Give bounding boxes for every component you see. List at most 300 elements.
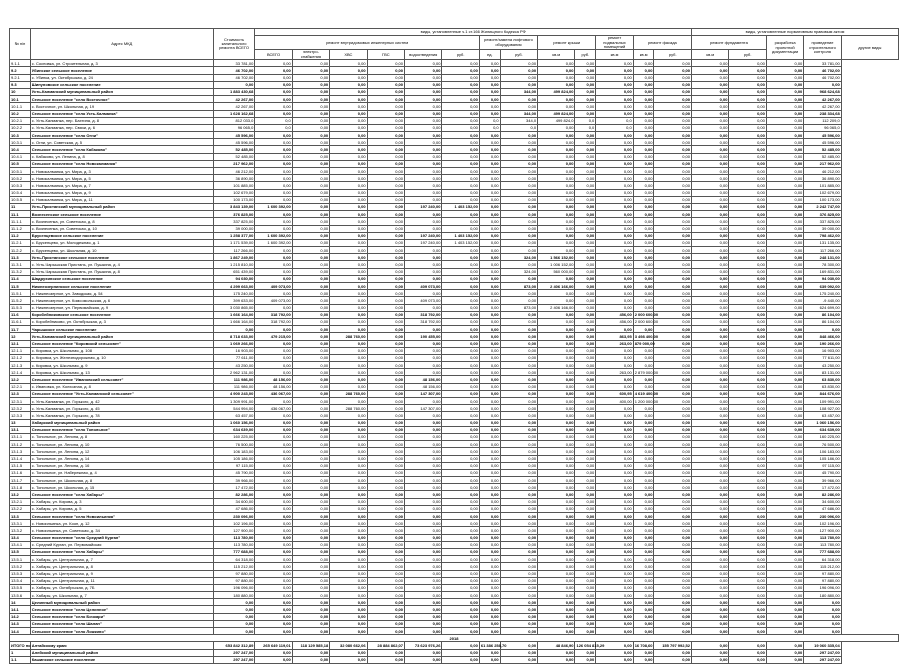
row-value: 0,00 bbox=[538, 433, 575, 440]
row-value: 0,00 bbox=[479, 182, 500, 189]
row-value: 848 466,00 bbox=[804, 333, 841, 340]
row-value: 0,00 bbox=[596, 383, 633, 390]
row-value: 0,00 bbox=[633, 326, 654, 333]
row-value: 0,00 bbox=[596, 563, 633, 570]
row-index: 9.3 bbox=[10, 81, 31, 88]
row-value: 0,00 bbox=[804, 326, 841, 333]
row-value: 1 060 156,00 bbox=[804, 419, 841, 426]
row-value: 0,00 bbox=[442, 60, 479, 67]
row-value: 0,00 bbox=[596, 218, 633, 225]
row-cost: 2 962 131,00 bbox=[213, 369, 255, 376]
row-value: 0,00 bbox=[766, 354, 803, 361]
row-value: 0,00 bbox=[479, 347, 500, 354]
row-value: 0,00 bbox=[633, 412, 654, 419]
row-value: 265 649 119,01 bbox=[255, 642, 292, 649]
row-value: 63 457,00 bbox=[804, 412, 841, 419]
row-value: 0,00 bbox=[405, 534, 442, 541]
row-value: 0,00 bbox=[292, 74, 329, 81]
row-value: 0,00 bbox=[330, 541, 367, 548]
row-value: 0,00 bbox=[729, 462, 766, 469]
row-value: 0,00 bbox=[633, 117, 654, 124]
row-value: 297 247,00 bbox=[804, 656, 841, 663]
row-value: 0,00 bbox=[442, 620, 479, 627]
row-address: Шадрухинское сельское поселение bbox=[30, 275, 213, 282]
row-value: 0,00 bbox=[654, 469, 692, 476]
row-value: 0,00 bbox=[596, 376, 633, 383]
row-value: 0,00 bbox=[766, 527, 803, 534]
row-value: 0,00 bbox=[367, 211, 404, 218]
row-value: 0,00 bbox=[292, 196, 329, 203]
row-value: 0,00 bbox=[596, 362, 633, 369]
row-index: 1 bbox=[10, 649, 31, 656]
row-value: 0,00 bbox=[766, 88, 803, 95]
row-cost: 43 250,00 bbox=[213, 362, 255, 369]
row-value: 0,00 bbox=[442, 649, 479, 656]
row-value: 0,00 bbox=[442, 419, 479, 426]
row-cost: 3 843 139,00 bbox=[213, 203, 255, 210]
row-value: 0,00 bbox=[538, 196, 575, 203]
row-value: 0,00 bbox=[292, 117, 329, 124]
row-value: 0,00 bbox=[575, 239, 596, 246]
row-value: 0,00 bbox=[367, 74, 404, 81]
row-value: 0,00 bbox=[442, 469, 479, 476]
row-value: 0,00 bbox=[654, 455, 692, 462]
row-value: 0,00 bbox=[729, 556, 766, 563]
row-index: 10.4.1 bbox=[10, 153, 31, 160]
row-value: 1 006 152,00 bbox=[538, 261, 575, 268]
row-value: 0,00 bbox=[633, 110, 654, 117]
row-value: 879 000,00 bbox=[634, 341, 655, 347]
row-value: 0,00 bbox=[500, 383, 537, 390]
row-value: 0,00 bbox=[729, 124, 766, 131]
row-value: 0,00 bbox=[367, 563, 404, 570]
row-value: 0,00 bbox=[729, 620, 766, 627]
row-value: 0,00 bbox=[500, 498, 537, 505]
row-value: 0,00 bbox=[255, 103, 292, 110]
row-value: 126 054 815,29 bbox=[576, 642, 605, 648]
row-value: 288 760,00 bbox=[330, 333, 367, 340]
row-index: 13.1.3 bbox=[10, 448, 31, 455]
table-row bbox=[10, 433, 899, 440]
row-value: 97 115,00 bbox=[804, 462, 841, 469]
row-value: 0,00 bbox=[538, 599, 575, 606]
row-value: 0,00 bbox=[654, 513, 692, 520]
row-value: 0,00 bbox=[575, 498, 596, 505]
row-value: 0,00 bbox=[596, 592, 633, 599]
row-value: 0,00 bbox=[729, 599, 766, 606]
row-cost: 1 069 266,00 bbox=[213, 340, 255, 347]
row-value: 0,00 bbox=[654, 477, 692, 484]
row-value: 0,00 bbox=[766, 426, 803, 433]
row-address: Сельское поселение "село Хабары" bbox=[30, 548, 213, 555]
row-value: 0,00 bbox=[633, 462, 654, 469]
row-value: 0,00 bbox=[692, 556, 729, 563]
row-value: 0,00 bbox=[255, 498, 292, 505]
row-value: 344,00 bbox=[500, 88, 537, 95]
row-value: 0,00 bbox=[729, 369, 766, 376]
row-value: 0,00 bbox=[654, 433, 692, 440]
row-value: 0,00 bbox=[575, 606, 596, 613]
row-value: 0,00 bbox=[692, 110, 729, 117]
row-value: 0,00 bbox=[729, 541, 766, 548]
row-value: 0,00 bbox=[367, 426, 404, 433]
row-value: 39 000,00 bbox=[804, 225, 841, 232]
row-value: 0,00 bbox=[633, 577, 654, 584]
row-cost: 8 718 633,00 bbox=[213, 333, 255, 340]
table-row bbox=[10, 534, 899, 541]
row-value: 0,00 bbox=[575, 362, 596, 369]
row-value: 0,00 bbox=[766, 239, 803, 246]
row-value: 0,00 bbox=[766, 405, 803, 412]
row-value: 2 406 166,00 bbox=[538, 304, 575, 311]
row-value: 0,00 bbox=[633, 613, 654, 620]
row-value: 1 566 152,00 bbox=[538, 254, 575, 261]
table-row bbox=[10, 311, 899, 318]
row-value: 0,00 bbox=[442, 563, 479, 570]
row-value: 0,00 bbox=[766, 203, 803, 210]
row-value: 0,00 bbox=[766, 60, 803, 67]
row-value: 344,00 bbox=[500, 110, 537, 117]
row-value: 0,00 bbox=[292, 110, 329, 117]
row-address: с. Хабары, ул. Центральная, д. 8 bbox=[30, 563, 213, 570]
table-row bbox=[10, 103, 899, 110]
row-value: 86 104,00 bbox=[804, 311, 841, 318]
row-value: 0,00 bbox=[575, 448, 596, 455]
row-value: 0,00 bbox=[654, 484, 692, 491]
row-value: 0,00 bbox=[538, 290, 575, 297]
row-value: 94 030,00 bbox=[804, 275, 841, 282]
row-value: 0,00 bbox=[633, 196, 654, 203]
row-value: 45 596,00 bbox=[804, 139, 841, 146]
row-value: 0,00 bbox=[766, 124, 803, 131]
row-value: 0,00 bbox=[654, 74, 692, 81]
row-value: 0,00 bbox=[575, 649, 596, 656]
row-value: 0,00 bbox=[292, 211, 329, 218]
row-value: 0,00 bbox=[692, 592, 729, 599]
row-value: 0,00 bbox=[292, 412, 329, 419]
row-value: 0,00 bbox=[633, 211, 654, 218]
row-value: 0,00 bbox=[538, 548, 575, 555]
row-value: 0,00 bbox=[729, 570, 766, 577]
row-value: 0,00 bbox=[330, 448, 367, 455]
row-value: 52 485,00 bbox=[804, 146, 841, 153]
row-value: 0,00 bbox=[330, 656, 367, 663]
row-value: 0,00 bbox=[633, 139, 654, 146]
row-value: 0,00 bbox=[442, 433, 479, 440]
row-value: 0,00 bbox=[692, 649, 729, 656]
row-index: 9.2 bbox=[10, 67, 31, 74]
row-value: 0,00 bbox=[405, 218, 442, 225]
row-index: 12.1.2 bbox=[10, 354, 31, 361]
row-value: 0,00 bbox=[766, 254, 803, 261]
row-value: 0,00 bbox=[654, 88, 692, 95]
row-value: 0,00 bbox=[442, 189, 479, 196]
row-cost: 113 780,00 bbox=[213, 541, 255, 548]
row-cost: 46 212,00 bbox=[213, 168, 255, 175]
row-index: 13.5 bbox=[10, 548, 31, 555]
row-value: 0,00 bbox=[766, 599, 803, 606]
row-value: 0,00 bbox=[442, 570, 479, 577]
row-value: 101 885,00 bbox=[804, 182, 841, 189]
row-value: 0,00 bbox=[538, 426, 575, 433]
table-row bbox=[10, 211, 899, 218]
table-row bbox=[10, 570, 899, 577]
row-index: 13.2 bbox=[10, 491, 31, 498]
header-control: проведение строительного контроля bbox=[804, 36, 841, 60]
row-value: 0,00 bbox=[500, 642, 537, 649]
header-units-10: руб. bbox=[575, 50, 596, 60]
row-value: 0,00 bbox=[596, 290, 633, 297]
row-value: 0,00 bbox=[442, 383, 479, 390]
row-cost: 1 666 164,00 bbox=[213, 318, 255, 325]
row-value: 39 966,00 bbox=[804, 477, 841, 484]
row-value: 0,00 bbox=[479, 484, 500, 491]
row-value: 0,00 bbox=[255, 211, 292, 218]
row-value: 0,00 bbox=[575, 182, 596, 189]
row-value: 0,00 bbox=[766, 117, 803, 124]
row-value: 0,00 bbox=[292, 441, 329, 448]
row-value: 0,00 bbox=[367, 60, 404, 67]
row-value: 0,00 bbox=[633, 60, 654, 67]
row-value: 0,00 bbox=[405, 304, 442, 311]
row-value: 0,00 bbox=[500, 275, 537, 282]
row-value: 0,00 bbox=[442, 491, 479, 498]
row-value: 344,0 bbox=[500, 117, 537, 124]
row-value: 0,00 bbox=[654, 268, 692, 275]
row-value: 2 406 166,00 bbox=[538, 283, 575, 290]
row-value: 0,00 bbox=[692, 203, 729, 210]
row-value: 0,00 bbox=[255, 570, 292, 577]
row-value: 0,00 bbox=[692, 426, 729, 433]
row-value: 0,00 bbox=[330, 182, 367, 189]
row-value: 0,00 bbox=[255, 448, 292, 455]
row-value: 0,00 bbox=[766, 81, 803, 88]
row-value: 155 797 992,52 bbox=[654, 642, 692, 649]
row-index: 13.4.1 bbox=[10, 541, 31, 548]
row-value: 0,00 bbox=[633, 347, 654, 354]
table-row bbox=[10, 218, 899, 225]
row-value: 0,00 bbox=[596, 455, 633, 462]
row-value: 0,00 bbox=[654, 563, 692, 570]
row-value: 0,00 bbox=[633, 103, 654, 110]
row-value: 0,00 bbox=[766, 304, 803, 311]
row-value: 52 485,00 bbox=[804, 153, 841, 160]
row-value: 0,00 bbox=[654, 577, 692, 584]
row-value: 0,00 bbox=[538, 628, 575, 635]
row-value: 0,00 bbox=[633, 541, 654, 548]
row-value: 0,00 bbox=[729, 584, 766, 591]
row-value: 0,00 bbox=[766, 362, 803, 369]
row-value: 0,00 bbox=[766, 232, 803, 239]
row-address: с. Новокалманка, ул. Мира, д. 3 bbox=[30, 168, 213, 175]
row-value: 0,0 bbox=[255, 117, 292, 124]
row-value: 297 247,00 bbox=[804, 649, 841, 656]
row-cost: 4 900 243,00 bbox=[213, 390, 255, 397]
row-value: 0,00 bbox=[330, 311, 367, 318]
row-value: 0,00 bbox=[479, 318, 500, 325]
row-value: 0,00 bbox=[575, 146, 596, 153]
row-index: 14 bbox=[10, 599, 31, 606]
row-value: 0,00 bbox=[405, 60, 442, 67]
row-value: 0,0 bbox=[575, 124, 596, 131]
row-index: 11.1 bbox=[10, 211, 31, 218]
row-value: 0,00 bbox=[766, 498, 803, 505]
row-index: 13.1.6 bbox=[10, 469, 31, 476]
row-value: 0,00 bbox=[405, 211, 442, 218]
row-value: 0,00 bbox=[255, 491, 292, 498]
row-value: 1 403 152,00 bbox=[442, 239, 479, 246]
row-value: 0,00 bbox=[500, 347, 537, 354]
row-value: 0,00 bbox=[255, 584, 292, 591]
row-value: 0,00 bbox=[255, 469, 292, 476]
row-value: 0,00 bbox=[538, 398, 575, 405]
row-value: 0,00 bbox=[575, 340, 596, 347]
row-value: 0,00 bbox=[405, 261, 442, 268]
row-value: 0,00 bbox=[500, 376, 537, 383]
row-cost: 111 986,00 bbox=[213, 376, 255, 383]
row-value: 0,00 bbox=[367, 160, 404, 167]
row-value: 0,00 bbox=[479, 275, 500, 282]
row-value: 0,00 bbox=[330, 505, 367, 512]
row-value: 0,00 bbox=[405, 275, 442, 282]
row-value: 0,00 bbox=[255, 304, 292, 311]
row-value: 0,00 bbox=[633, 656, 654, 663]
row-value: 0,00 bbox=[405, 117, 442, 124]
row-index: 10.5.3 bbox=[10, 182, 31, 189]
row-value: 0,00 bbox=[692, 139, 729, 146]
row-index: ИТОГО по Алтайскому краю bbox=[11, 642, 67, 648]
row-value: 0,00 bbox=[479, 599, 500, 606]
row-value: 0,00 bbox=[596, 182, 633, 189]
row-value: 0,00 bbox=[596, 606, 633, 613]
row-value: 0,00 bbox=[292, 613, 329, 620]
row-value: 0,00 bbox=[538, 405, 575, 412]
row-value: 0,00 bbox=[500, 592, 537, 599]
row-value: 0,00 bbox=[654, 232, 692, 239]
row-index: 10.5.2 bbox=[10, 175, 31, 182]
data-table bbox=[9, 28, 899, 664]
row-value: 0,00 bbox=[766, 132, 803, 139]
row-value: 0,00 bbox=[633, 146, 654, 153]
row-value: 0,00 bbox=[596, 649, 633, 656]
table-row bbox=[10, 189, 899, 196]
table-body bbox=[10, 60, 899, 664]
row-value: 0,00 bbox=[367, 347, 404, 354]
row-value: 0,00 bbox=[405, 412, 442, 419]
row-index: 12.2.1 bbox=[10, 383, 31, 390]
row-value: 0,00 bbox=[633, 247, 654, 254]
row-value: 0,00 bbox=[367, 376, 404, 383]
row-value: 0,00 bbox=[442, 275, 479, 282]
row-value: 0,00 bbox=[500, 433, 537, 440]
row-value: 0,00 bbox=[654, 620, 692, 627]
table-row bbox=[10, 175, 899, 182]
row-value: 0,00 bbox=[255, 527, 292, 534]
row-value: 777 688,00 bbox=[804, 548, 841, 555]
row-value: 0,00 bbox=[766, 398, 803, 405]
row-value: 0,00 bbox=[405, 628, 442, 635]
table-row bbox=[10, 283, 899, 290]
row-value: 0,00 bbox=[596, 261, 633, 268]
row-index: 13.5.5 bbox=[10, 584, 31, 591]
row-value: 0,00 bbox=[500, 563, 537, 570]
row-value: 0,00 bbox=[330, 189, 367, 196]
row-value: 0,00 bbox=[654, 160, 692, 167]
table-row bbox=[10, 390, 899, 397]
row-value: 0,00 bbox=[442, 117, 479, 124]
row-address: Сельское поселение "село Усть-Калманка" bbox=[30, 110, 213, 117]
row-cost: 337 825,00 bbox=[213, 218, 255, 225]
row-value: 0,00 bbox=[292, 218, 329, 225]
table-row bbox=[10, 168, 899, 175]
row-value: 0,00 bbox=[596, 513, 633, 520]
row-value: 0,00 bbox=[729, 592, 766, 599]
row-cost: 297 247,00 bbox=[213, 649, 255, 656]
row-value: 0,00 bbox=[596, 96, 633, 103]
row-value: 0,00 bbox=[654, 132, 692, 139]
row-value: 0,00 bbox=[367, 182, 404, 189]
row-value: 0,00 bbox=[255, 189, 292, 196]
row-cost: 45 596,00 bbox=[213, 139, 255, 146]
row-value: 0,00 bbox=[367, 398, 404, 405]
row-value: 0,00 bbox=[330, 261, 367, 268]
row-value: 0,00 bbox=[729, 297, 766, 304]
row-value: 0,00 bbox=[766, 168, 803, 175]
row-address: Сельское поселение "село Новоильинка" bbox=[30, 513, 213, 520]
row-value: 0,00 bbox=[729, 182, 766, 189]
row-value: 0,00 bbox=[255, 513, 292, 520]
row-cost: 0,00 bbox=[213, 628, 255, 635]
row-value: 0,00 bbox=[692, 513, 729, 520]
row-value: 0,00 bbox=[654, 175, 692, 182]
row-value: 0,00 bbox=[633, 239, 654, 246]
row-value: 0,00 bbox=[367, 541, 404, 548]
row-value: 0,00 bbox=[479, 491, 500, 498]
row-value: 0,00 bbox=[500, 96, 537, 103]
row-value: 0,00 bbox=[729, 261, 766, 268]
row-address: с. Хабары, ул. Центральная, д. 11 bbox=[30, 577, 213, 584]
row-value: 0,00 bbox=[596, 354, 633, 361]
row-value: 117 266,00 bbox=[804, 247, 841, 254]
row-value: 0,00 bbox=[633, 448, 654, 455]
row-cost: 0,00 bbox=[213, 606, 255, 613]
row-value: 0,00 bbox=[766, 96, 803, 103]
row-value: 0,00 bbox=[500, 469, 537, 476]
row-value: 0,00 bbox=[633, 132, 654, 139]
row-value: 0,00 bbox=[442, 196, 479, 203]
row-value: 0,00 bbox=[292, 189, 329, 196]
table-row bbox=[10, 448, 899, 455]
row-value: 0,00 bbox=[292, 160, 329, 167]
row-value: 0,00 bbox=[255, 477, 292, 484]
row-value: 0,00 bbox=[255, 599, 292, 606]
row-value: 0,00 bbox=[654, 362, 692, 369]
row-value: 0,00 bbox=[330, 81, 367, 88]
row-value: 0,00 bbox=[596, 628, 633, 635]
row-index: 14.4 bbox=[10, 628, 31, 635]
row-value: 0,00 bbox=[367, 534, 404, 541]
header-el: электро-снабжения bbox=[292, 50, 329, 60]
row-cost: 1 258 377,00 bbox=[213, 232, 255, 239]
row-value: 0,00 bbox=[479, 426, 500, 433]
row-value: 0,00 bbox=[692, 182, 729, 189]
row-address: Алейский муниципальный район bbox=[30, 649, 213, 656]
row-cost: 117 266,00 bbox=[213, 247, 255, 254]
row-index: 12 bbox=[10, 333, 31, 340]
row-value: 0,00 bbox=[500, 340, 537, 347]
row-value: 0,00 bbox=[500, 441, 537, 448]
row-value: 0,00 bbox=[255, 218, 292, 225]
